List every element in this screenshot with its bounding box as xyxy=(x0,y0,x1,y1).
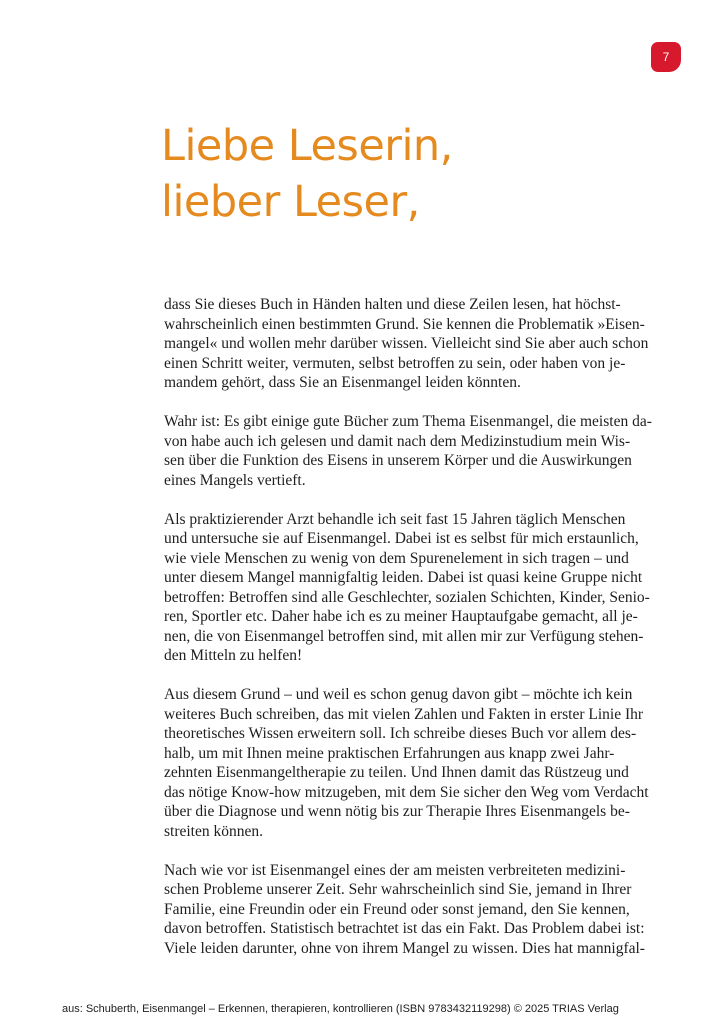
text-line: halb, um mit Ihnen meine praktischen Erfahrungen aus knapp zwei Jahr- xyxy=(164,744,615,762)
paragraph-2 xyxy=(164,412,652,490)
text-line: mangel« und wollen mehr darüber wissen. Vielleicht sind Sie aber auch schon xyxy=(164,335,649,352)
text-line: das nötige Know-how mitzugeben, mit dem Sie sicher den Weg vom Verdacht xyxy=(164,783,649,801)
text-line: unter diesem Mangel mannigfaltig leiden. Dabei ist quasi keine Gruppe nicht xyxy=(164,569,643,586)
text-line: Familie, eine Freundin oder ein Freund oder sonst jemand, den Sie kennen, xyxy=(164,900,630,918)
paragraph-5 xyxy=(164,861,645,959)
text-line: Nach wie vor ist Eisenmangel eines der am meisten verbreiteten medizini- xyxy=(164,861,626,879)
text-line: zehnten Eisenmangeltherapie zu teilen. Und Ihnen damit das Rüstzeug und xyxy=(164,764,629,781)
text-line: von habe auch ich gelesen und damit nach dem Medizinstudium mein Wis- xyxy=(164,432,631,450)
text-line: einen Schritt weiter, vermuten, selbst betroffen zu sein, oder haben von je- xyxy=(164,354,626,372)
text-line: Aus diesem Grund – und weil es schon genug davon gibt – möchte ich kein xyxy=(164,686,633,703)
text-line: weiteres Buch schreiben, das mit vielen Zahlen und Fakten in erster Linie Ihr xyxy=(164,705,644,723)
text-line: und untersuche sie auf Eisenmangel. Dabei ist es selbst für mich erstaunlich, xyxy=(164,530,639,547)
text-line: streiten können. xyxy=(164,822,264,840)
text-line: davon betroffen. Statistisch betrachtet ist das ein Fakt. Das Problem dabei ist: xyxy=(164,920,645,937)
source-footer: aus: Schuberth, Eisenmangel – Erkennen, therapieren, kontrollieren (ISBN 9783432119298) © 2025 TRIAS Verlag xyxy=(62,1003,619,1015)
text-line: betroffen: Betroffen sind alle Geschlechter, sozialen Schichten, Kinder, Senio- xyxy=(164,588,650,606)
paragraph-3 xyxy=(164,510,650,666)
text-line: schen Probleme unserer Zeit. Sehr wahrscheinlich sind Sie, jemand in Ihrer xyxy=(164,881,632,898)
title-line-2: lieber Leser, xyxy=(161,177,420,227)
text-line: sen über die Funktion des Eisens in unserem Körper und die Auswirkungen xyxy=(164,452,632,469)
text-line: theoretisches Wissen erweitern soll. Ich schreibe dieses Buch vor allem des- xyxy=(164,725,637,742)
text-line: Als praktizierender Arzt behandle ich seit fast 15 Jahren täglich Menschen xyxy=(164,510,626,528)
text-line: nen, die von Eisenmangel betroffen sind, mit allen mir zur Verfügung stehen- xyxy=(164,627,644,645)
text-line: Viele leiden darunter, ohne von ihrem Mangel zu wissen. Dies hat mannigfal- xyxy=(164,939,645,957)
text-line: wie viele Menschen zu wenig von dem Spurenelement in sich tragen – und xyxy=(164,549,629,567)
paragraph-1 xyxy=(164,295,649,393)
text-line: ren, Sportler etc. Daher habe ich es zu meiner Hauptaufgabe gemacht, all je- xyxy=(164,608,638,625)
text-line: wahrscheinlich einen bestimmten Grund. Sie kennen die Problematik »Eisen- xyxy=(164,315,645,333)
page-number-badge: 7 xyxy=(651,42,681,72)
page-title xyxy=(161,118,681,230)
text-line: dass Sie dieses Buch in Händen halten und diese Zeilen lesen, hat höchst- xyxy=(164,296,621,313)
text-line: den Mitteln zu helfen! xyxy=(164,647,303,664)
text-line: mandem gehört, dass Sie an Eisenmangel leiden könnten. xyxy=(164,374,521,391)
text-line: eines Mangels vertieft. xyxy=(164,471,306,489)
paragraph-4 xyxy=(164,685,649,841)
text-line: Wahr ist: Es gibt einige gute Bücher zum Thema Eisenmangel, die meisten da- xyxy=(164,413,652,430)
title-line-1: Liebe Leserin, xyxy=(161,121,453,171)
body-text xyxy=(164,295,652,978)
text-line: über die Diagnose und wenn nötig bis zur Therapie Ihres Eisenmangels be- xyxy=(164,803,630,820)
